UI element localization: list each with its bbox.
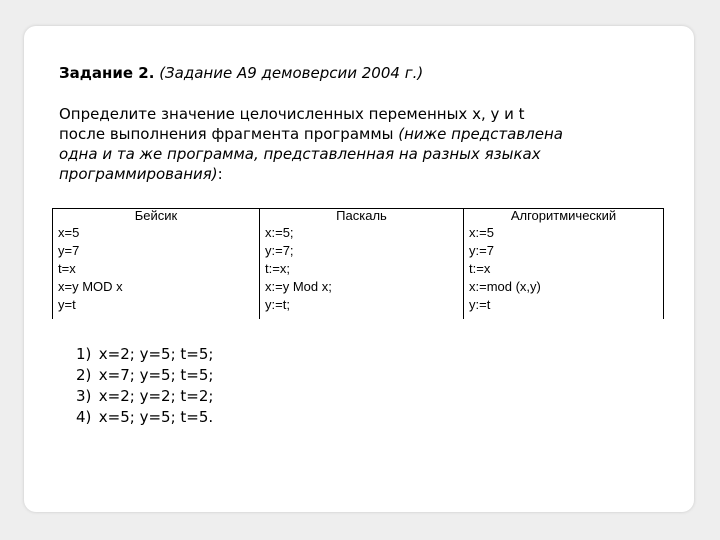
answer-text: x=7; y=5; t=5; — [98, 366, 214, 384]
code-line: x:=mod (x,y) — [469, 279, 541, 294]
task-description — [59, 104, 669, 184]
slide — [24, 26, 694, 512]
task-title-source: (Задание А9 демоверсии 2004 г.) — [159, 64, 424, 82]
answer-number: 4) — [76, 408, 92, 426]
code-column-pascal — [259, 209, 463, 319]
code-column-header: Паскаль — [336, 208, 387, 223]
code-line: y:=7 — [469, 243, 494, 258]
code-line: t:=x — [469, 261, 491, 276]
code-table — [52, 208, 664, 319]
code-line: x=y MOD x — [58, 279, 123, 294]
code-line: x:=y Mod x; — [265, 279, 332, 294]
task-description-line-2 — [59, 124, 669, 144]
code-line: y:=7; — [265, 243, 294, 258]
code-line: y:=t; — [265, 297, 290, 312]
task-description-line-4 — [59, 164, 669, 184]
task-title-number: Задание 2. — [59, 64, 155, 82]
answer-text: x=2; y=2; t=2; — [98, 387, 214, 405]
code-line: x:=5; — [265, 225, 294, 240]
code-lines — [53, 224, 259, 314]
code-line: x:=5 — [469, 225, 494, 240]
code-column-header: Алгоритмический — [510, 208, 617, 223]
answer-option-4 — [76, 407, 213, 428]
code-line: y=t — [58, 297, 76, 312]
answer-number: 3) — [76, 387, 92, 405]
task-description-line-1: Определите значение целочисленных переменных x, y и t — [59, 105, 525, 123]
answer-option-2 — [76, 365, 213, 386]
answer-number: 1) — [76, 345, 92, 363]
code-column-basic — [53, 209, 259, 319]
code-line: y:=t — [469, 297, 491, 312]
answer-number: 2) — [76, 366, 92, 384]
code-line: t=x — [58, 261, 76, 276]
answer-options — [76, 344, 213, 428]
code-lines — [260, 224, 463, 314]
code-line: y=7 — [58, 243, 80, 258]
code-column-algorithmic — [463, 209, 663, 319]
task-description-line-2-italic: (ниже представлена — [398, 125, 563, 143]
task-description-line-2-plain: после выполнения фрагмента программы — [59, 125, 399, 143]
task-description-line-4-italic: программирования) — [59, 165, 218, 183]
code-lines — [464, 224, 663, 314]
answer-option-1 — [76, 344, 213, 365]
code-line: x=5 — [58, 225, 80, 240]
task-title — [59, 64, 423, 82]
answer-option-3 — [76, 386, 213, 407]
task-description-line-3: одна и та же программа, представленная на разных языках — [59, 145, 541, 163]
code-column-header: Бейсик — [134, 208, 178, 223]
task-description-line-4-plain: : — [217, 165, 223, 183]
answer-text: x=2; y=5; t=5; — [98, 345, 214, 363]
answer-text: x=5; y=5; t=5. — [98, 408, 214, 426]
code-line: t:=x; — [265, 261, 290, 276]
